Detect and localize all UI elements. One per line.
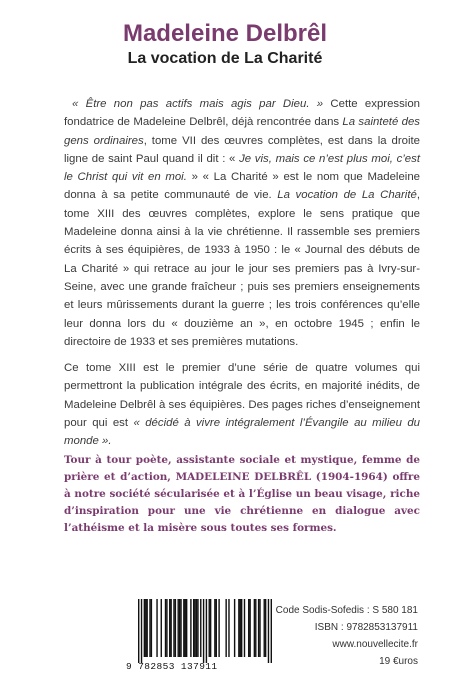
barcode-bar xyxy=(169,599,170,657)
isbn: ISBN : 9782853137911 xyxy=(314,622,418,633)
barcode-bar xyxy=(196,599,197,657)
barcode-bar xyxy=(141,599,142,663)
italic-text: La vocation de La Charité xyxy=(277,189,417,202)
barcode-bar xyxy=(216,599,217,657)
publisher-website: www.nouvellecite.fr xyxy=(332,639,418,650)
barcode-bar xyxy=(186,599,187,657)
barcode-bar xyxy=(149,599,150,657)
barcode-bar xyxy=(166,599,167,657)
barcode-bar xyxy=(190,599,191,657)
barcode-bar xyxy=(173,599,174,657)
barcode-bar xyxy=(145,599,146,657)
barcode-bar xyxy=(165,599,166,657)
text-run: , tome VII des œuvres complètes, est dans la droite ligne de saint Paul quand il dit : « xyxy=(64,134,421,165)
text-run: » « La Charité » est le nom que Madeleine donna à sa petite communauté de vie. xyxy=(64,171,421,202)
barcode-bar xyxy=(228,599,229,657)
barcode-bar xyxy=(206,599,207,663)
barcode-bar xyxy=(234,599,235,657)
barcode-bar xyxy=(218,599,219,657)
description-paragraph-1 xyxy=(64,95,420,351)
italic-text: La sainteté des gens ordinaires xyxy=(64,116,420,147)
barcode-number: 9 782853 137911 xyxy=(126,661,218,672)
barcode-bar xyxy=(203,599,204,663)
author-blurb: Tour à tour poète, assistante sociale et mystique, femme de prière et d’action, MADELEINE DELBRÊL (1904-1964) offre à notre société sécularisée et à l’Église un beau visage, riche d’inspiration pour une vie chrétienne en dialogue avec l’athéisme et la misère sous toutes ses formes. xyxy=(64,454,420,534)
description-paragraph-2 xyxy=(64,359,420,450)
barcode-bar xyxy=(193,599,194,657)
barcode-bar xyxy=(156,599,157,657)
barcode-bar xyxy=(138,599,139,663)
barcode-bar xyxy=(146,599,147,657)
barcode-bar xyxy=(151,599,152,657)
text-run: Cette expression fondatrice de Madeleine Delbrêl, déjà rencontrée dans xyxy=(64,98,420,129)
barcode-bar xyxy=(214,599,215,657)
barcode-bar xyxy=(225,599,226,657)
barcode-bar xyxy=(170,599,171,657)
barcode-bar xyxy=(161,599,162,657)
barcode-bar xyxy=(210,599,211,657)
price: 19 €uros xyxy=(379,656,418,667)
publication-info xyxy=(238,602,418,670)
book-title: La vocation de La Charité xyxy=(127,50,323,67)
barcode-bar xyxy=(209,599,210,657)
barcode-bar xyxy=(200,599,201,657)
barcode-bar xyxy=(144,599,145,657)
author-name: Madeleine Delbrêl xyxy=(122,20,328,47)
barcode-bar xyxy=(179,599,180,657)
italic-text: Je vis, mais ce n’est plus moi, c’est le Christ qui vit en moi. xyxy=(64,152,421,184)
italic-text: « décidé à vivre intégralement l’Évangile au milieu du monde ». xyxy=(64,417,421,448)
text-run: , tome XIII des œuvres complètes, explore le sens pratique que Madeleine donna ainsi à la vie chrétienne. Il rassemble ses premiers écrits à ses équipières, de 1933 à 1950 : le « Journal des débuts de La Charité » qui retrace au jour le jour ses premiers pas à Ivry-sur-Seine, avec une grande fraîcheur ; puis ses premiers enseignements et leurs mûrissements durant la guerre ; les trois conférences qu’elle leur donna lors du « douzième an », en octobre 1945 ; enfin le directoire de 1933 et ses premières mutations. xyxy=(64,189,420,348)
text-run: Ce tome XIII est le premier d’une série de quatre volumes qui permettront la publication intégrale des écrits, en majorité inédits, de Madeleine Delbrêl à ses équipières. Des pages riches d’enseignement pour qui est xyxy=(64,362,420,430)
barcode-bar xyxy=(175,599,176,657)
barcode-bar xyxy=(180,599,181,657)
barcode-bar xyxy=(194,599,195,657)
distributor-code: Code Sodis-Sofedis : S 580 181 xyxy=(275,605,418,616)
barcode-bar xyxy=(197,599,198,657)
italic-text: « Être non pas actifs mais agis par Dieu. » xyxy=(72,98,324,110)
barcode-bar xyxy=(177,599,178,657)
barcode-bar xyxy=(183,599,184,657)
barcode-bar xyxy=(185,599,186,657)
description xyxy=(64,95,420,459)
